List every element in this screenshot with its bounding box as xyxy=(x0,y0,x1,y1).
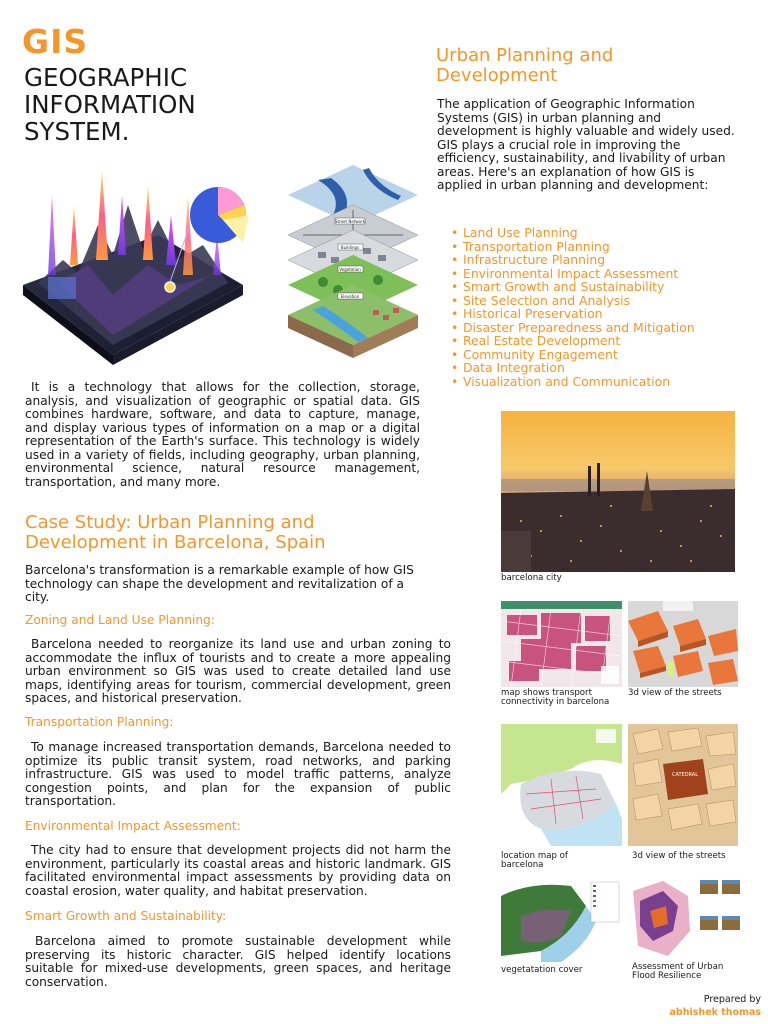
caption-streets-3d-a: 3d view of the streets xyxy=(628,688,722,698)
urban-planning-intro: The application of Geographic Information Systems (GIS) in urban planning and development is highly valuable and widely used. GIS plays a crucial role in improving the efficiency, sustainability, and livability of urban areas. Here's an explanation of how GIS is applied in urban planning and development: xyxy=(437,97,735,192)
section-heading-environmental: Environmental Impact Assessment: xyxy=(25,819,241,833)
list-item: • Site Selection and Analysis xyxy=(436,294,756,308)
caption-barcelona-city: barcelona city xyxy=(501,573,562,583)
caption-flood: Assessment of Urban Flood Resilience xyxy=(632,962,724,981)
layer-label-street: Street Network xyxy=(334,219,366,224)
section-text-environmental: The city had to ensure that development projects did not harm the environment, particularly its coastal areas and historic landmark. GIS facilitated environmental impact assessments by providing data on coastal erosion, water quality, and habitat preservation. xyxy=(25,843,451,898)
list-item: • Real Estate Development xyxy=(436,334,756,348)
section-heading-smart-growth: Smart Growth and Sustainability: xyxy=(25,909,227,923)
case-study-title: Case Study: Urban Planning and Development in Barcelona, Spain xyxy=(25,512,326,553)
list-item: • Data Integration xyxy=(436,361,756,375)
section-text-transportation: To manage increased transportation demands, Barcelona needed to optimize its public transit system, road networks, and parking infrastructure. GIS was used to model traffic patterns, analyze congestion points, and plan for the expansion of public transportation. xyxy=(25,740,451,808)
title-line-2: INFORMATION xyxy=(24,90,196,119)
streets-3d-image-b xyxy=(628,724,738,846)
layer-label-elevation: Elevation xyxy=(340,294,360,299)
list-item: • Community Engagement xyxy=(436,348,756,362)
list-item: • Historical Preservation xyxy=(436,307,756,321)
case-study-lead: Barcelona's transformation is a remarkable example of how GIS technology can shape the development and revitalization of a city. xyxy=(25,563,414,604)
streets-3d-image-a xyxy=(628,601,738,687)
list-item: • Land Use Planning xyxy=(436,226,756,240)
list-item: • Environmental Impact Assessment xyxy=(436,267,756,281)
list-item: • Infrastructure Planning xyxy=(436,253,756,267)
urban-planning-title: Urban Planning and Development xyxy=(436,45,614,86)
vegetation-map-image xyxy=(501,876,623,962)
prepared-by-label: Prepared by xyxy=(703,994,761,1005)
cathedral-label: CATEDRAL xyxy=(671,772,699,778)
logo-gis: GIS xyxy=(22,22,89,61)
applications-list xyxy=(436,226,756,388)
caption-location-map: location map of barcelona xyxy=(501,851,568,870)
list-item: • Visualization and Communication xyxy=(436,375,756,389)
list-item: • Smart Growth and Sustainability xyxy=(436,280,756,294)
caption-streets-3d-b: 3d view of the streets xyxy=(632,851,726,861)
page-title xyxy=(24,64,196,145)
caption-transport-map: map shows transport connectivity in barcelona xyxy=(501,688,610,707)
flood-resilience-image xyxy=(628,876,744,960)
list-item: • Transportation Planning xyxy=(436,240,756,254)
caption-vegetation: vegetatation cover xyxy=(501,965,583,975)
author-name: abhishek thomas xyxy=(669,1007,761,1018)
intro-paragraph: It is a technology that allows for the collection, storage, analysis, and visualization of geographic or spatial data. GIS combines hardware, software, and data to capture, manage, and display various types of information on a map or a digital representation of the Earth's surface. This technology is widely used in a variety of fields, including geography, urban planning, environmental science, natural resource management, transportation, and many more. xyxy=(25,380,420,489)
section-text-smart-growth: Barcelona aimed to promote sustainable development while preserving its historic character. GIS helped identify locations suitable for mixed-use developments, green spaces, and heritage conservation. xyxy=(25,934,451,989)
barcelona-city-photo xyxy=(501,411,735,572)
title-line-3: SYSTEM. xyxy=(24,117,130,146)
section-heading-zoning: Zoning and Land Use Planning: xyxy=(25,613,215,627)
list-item: • Disaster Preparedness and Mitigation xyxy=(436,321,756,335)
layer-label-vegetation: Vegetation xyxy=(339,267,361,272)
transport-map-image xyxy=(501,601,622,687)
gis-layers-illustration xyxy=(283,160,423,365)
terrain-3d-illustration xyxy=(18,165,253,375)
section-heading-transportation: Transportation Planning: xyxy=(25,715,174,729)
layer-label-buildings: Buildings xyxy=(340,245,360,250)
section-text-zoning: Barcelona needed to reorganize its land use and urban zoning to accommodate the influx of tourists and to create a more appealing urban environment so GIS was used to create detailed land use maps, identifying areas for tourism, commercial development, green spaces, and historical preservation. xyxy=(25,637,451,705)
title-line-1: GEOGRAPHIC xyxy=(24,63,188,92)
location-map-image xyxy=(501,724,622,846)
